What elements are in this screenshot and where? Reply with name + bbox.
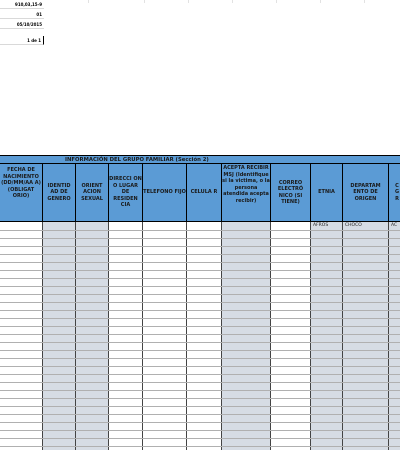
row-divider (0, 374, 400, 375)
header-fecha-nacimiento[interactable] (0, 164, 43, 222)
info-page: 1 de 1 (27, 38, 41, 43)
row-divider (0, 270, 400, 271)
header-label: ACEPTA RECIBIR MSJ (Identifique si la victima, o la persona atendida acepta recibir) (222, 165, 270, 204)
top-grid (44, 0, 400, 44)
row-divider (0, 334, 400, 335)
row-divider (0, 390, 400, 391)
row-divider (0, 430, 400, 431)
row-divider (0, 294, 400, 295)
row-divider (0, 366, 400, 367)
row-divider (0, 278, 400, 279)
header-identidad-genero[interactable] (43, 164, 76, 222)
header-label: IDENTID AD DE GENERO (47, 182, 71, 202)
row-divider (0, 302, 400, 303)
header-label: TELÉFONO FIJO (143, 189, 186, 196)
info-date: 05/10/2015 (16, 22, 42, 27)
header-acepta-recibir[interactable] (222, 164, 271, 222)
header-label: ORIENT ACION SEXUAL (81, 182, 103, 202)
info-code: 910,03,15-9 (15, 2, 42, 7)
row-divider (0, 382, 400, 383)
row-divider (0, 350, 400, 351)
cell-value: AFROS (313, 223, 329, 228)
info-code-cell[interactable] (0, 0, 44, 9)
row-divider (0, 286, 400, 287)
cell-departamento[interactable] (343, 222, 389, 230)
header-next[interactable] (389, 164, 400, 222)
row-divider (0, 246, 400, 247)
cell-next[interactable] (389, 222, 400, 230)
cell-value: AC (391, 223, 398, 228)
row-divider (0, 446, 400, 447)
row-divider (0, 310, 400, 311)
header-label: ETNIA (318, 189, 335, 196)
header-label: CELULA R (190, 189, 218, 196)
header-label: C G R (394, 182, 400, 202)
info-version-cell[interactable] (0, 10, 44, 19)
header-label: CORREO ELECTRÓ NICO (SI TIENE) (277, 179, 304, 205)
row-divider (0, 422, 400, 423)
header-label: DIRECCI ÓN O LUGAR DE RESIDEN CIA (109, 176, 142, 209)
row-divider (0, 238, 400, 239)
section-title-row (0, 155, 400, 164)
row-divider (0, 414, 400, 415)
row-divider (0, 358, 400, 359)
row-divider (0, 262, 400, 263)
row-divider (0, 318, 400, 319)
section-title: INFORMACIÓN DEL GRUPO FAMILIAR (Sección 2) (65, 157, 209, 163)
cell-etnia[interactable] (311, 222, 343, 230)
row-divider (0, 406, 400, 407)
header-orientacion-sexual[interactable] (76, 164, 109, 222)
header-direccion[interactable] (109, 164, 143, 222)
row-divider (0, 342, 400, 343)
header-telefono-fijo[interactable] (143, 164, 187, 222)
header-celular[interactable] (187, 164, 222, 222)
header-etnia[interactable] (311, 164, 343, 222)
row-divider (0, 326, 400, 327)
info-date-cell[interactable] (0, 20, 44, 29)
cell-value: CHOCO (345, 223, 362, 228)
header-label: DEPARTAM ENTO DE ORIGEN (350, 182, 381, 202)
row-divider (0, 254, 400, 255)
header-label: FECHA DE NACIMIENTO (DD/MM/AA A) (OBLIGAT ORIO) (1, 167, 41, 199)
row-divider (0, 230, 400, 231)
info-version: 01 (36, 12, 42, 17)
table-rows (0, 222, 400, 450)
info-page-cell[interactable] (0, 36, 44, 45)
row-divider (0, 438, 400, 439)
header-correo[interactable] (271, 164, 311, 222)
header-departamento[interactable] (343, 164, 389, 222)
row-divider (0, 398, 400, 399)
